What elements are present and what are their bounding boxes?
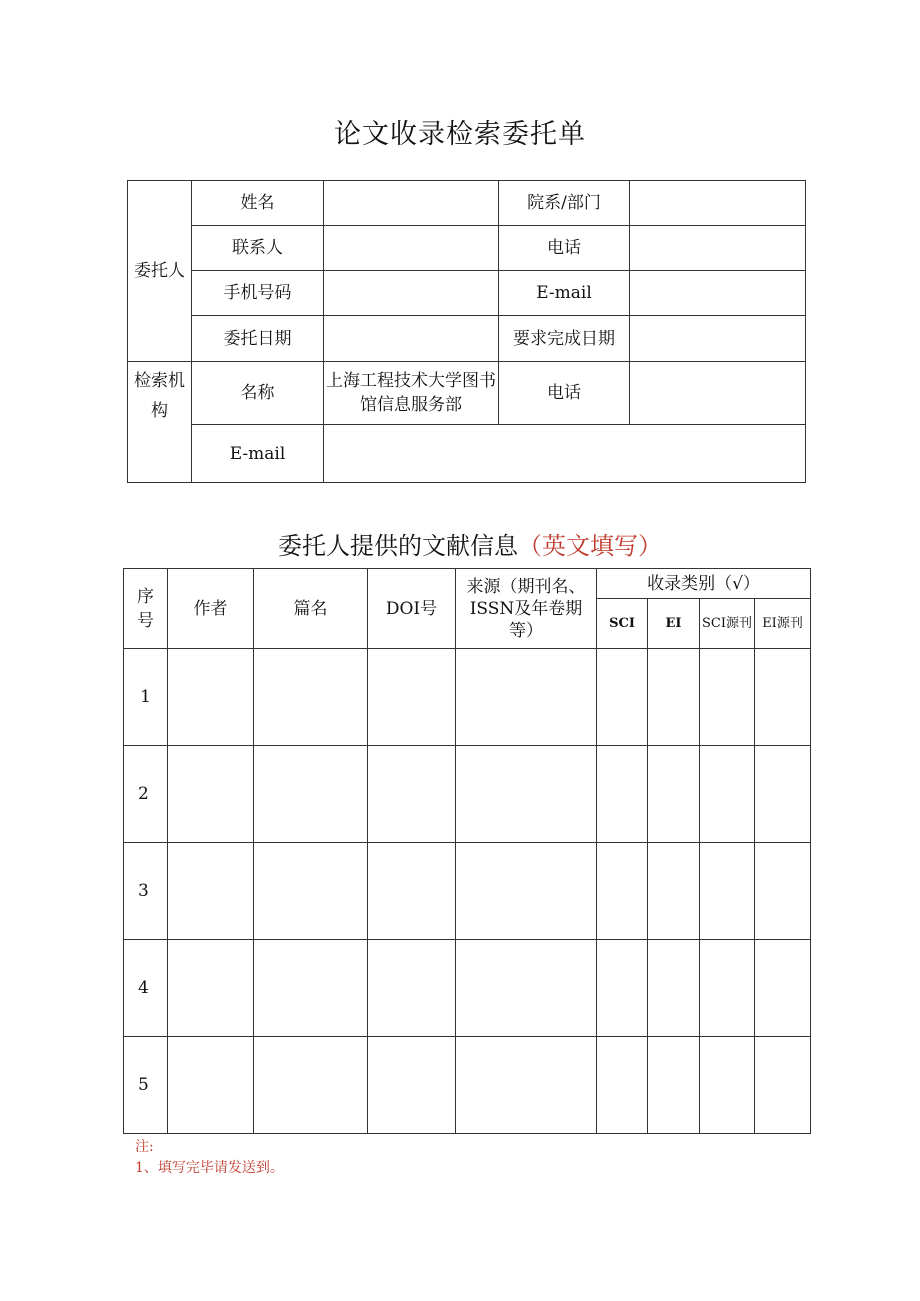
page-title: 论文收录检索委托单	[334, 119, 586, 150]
cell[interactable]	[755, 940, 811, 1037]
header-sci-source: SCI源刊	[700, 599, 755, 649]
contact-label: 联系人	[192, 226, 324, 271]
cell[interactable]	[597, 649, 648, 746]
cell[interactable]	[648, 746, 700, 843]
dept-field[interactable]	[630, 181, 806, 226]
cell[interactable]	[700, 746, 755, 843]
cell[interactable]	[597, 843, 648, 940]
agency-name-label: 名称	[192, 362, 324, 425]
cell[interactable]	[254, 1037, 368, 1134]
header-author: 作者	[168, 569, 254, 649]
cell[interactable]	[456, 746, 597, 843]
table-row	[124, 940, 811, 1037]
cell[interactable]	[700, 1037, 755, 1134]
phone-label: 电话	[499, 226, 630, 271]
cell[interactable]	[755, 843, 811, 940]
table-row	[124, 649, 811, 746]
cell[interactable]	[168, 940, 254, 1037]
literature-heading	[0, 526, 920, 561]
cell[interactable]	[700, 843, 755, 940]
literature-heading-text: 委托人提供的文献信息	[278, 532, 518, 560]
cell[interactable]	[648, 1037, 700, 1134]
cell[interactable]	[168, 649, 254, 746]
cell[interactable]	[368, 649, 456, 746]
cell[interactable]	[597, 746, 648, 843]
cell[interactable]	[168, 1037, 254, 1134]
header-category: 收录类别（√）	[597, 569, 811, 599]
header-sci: SCI	[597, 599, 648, 649]
due-date-label: 要求完成日期	[499, 316, 630, 362]
agency-name-value: 上海工程技术大学图书馆信息服务部	[324, 362, 499, 425]
header-seq: 序号	[124, 569, 168, 649]
table-row	[124, 843, 811, 940]
notes-label: 注:	[135, 1139, 154, 1155]
cell[interactable]	[254, 649, 368, 746]
client-info-table	[127, 180, 806, 483]
cell[interactable]	[648, 843, 700, 940]
phone-field[interactable]	[630, 226, 806, 271]
cell[interactable]	[368, 746, 456, 843]
cell[interactable]	[168, 746, 254, 843]
dept-label: 院系/部门	[499, 181, 630, 226]
cell[interactable]	[254, 843, 368, 940]
cell[interactable]	[648, 940, 700, 1037]
cell[interactable]	[456, 1037, 597, 1134]
client-group-label: 委托人	[128, 181, 192, 362]
cell[interactable]	[700, 649, 755, 746]
cell[interactable]	[254, 940, 368, 1037]
cell[interactable]	[755, 1037, 811, 1134]
agency-group-label: 检索机构	[128, 362, 192, 483]
cell[interactable]	[648, 649, 700, 746]
row-number: 4	[124, 940, 168, 1037]
cell[interactable]	[755, 746, 811, 843]
cell[interactable]	[597, 940, 648, 1037]
cell[interactable]	[456, 649, 597, 746]
cell[interactable]	[456, 940, 597, 1037]
agency-email-label: E-mail	[192, 425, 324, 483]
header-ei-source: EI源刊	[755, 599, 811, 649]
date-label: 委托日期	[192, 316, 324, 362]
row-number: 5	[124, 1037, 168, 1134]
header-article: 篇名	[254, 569, 368, 649]
literature-heading-note: （英文填写）	[518, 532, 662, 560]
cell[interactable]	[456, 843, 597, 940]
row-number: 3	[124, 843, 168, 940]
cell[interactable]	[597, 1037, 648, 1134]
note-item: 1、填写完毕请发送到。	[135, 1160, 284, 1176]
agency-phone-label: 电话	[499, 362, 630, 425]
mobile-label: 手机号码	[192, 271, 324, 316]
name-field[interactable]	[324, 181, 499, 226]
date-field[interactable]	[324, 316, 499, 362]
agency-email-field[interactable]	[324, 425, 806, 483]
header-doi: DOI号	[368, 569, 456, 649]
cell[interactable]	[700, 940, 755, 1037]
table-row	[124, 1037, 811, 1134]
email-field[interactable]	[630, 271, 806, 316]
email-label: E-mail	[499, 271, 630, 316]
cell[interactable]	[368, 843, 456, 940]
cell[interactable]	[368, 940, 456, 1037]
row-number: 2	[124, 746, 168, 843]
header-ei: EI	[648, 599, 700, 649]
contact-field[interactable]	[324, 226, 499, 271]
due-date-field[interactable]	[630, 316, 806, 362]
cell[interactable]	[368, 1037, 456, 1134]
cell[interactable]	[755, 649, 811, 746]
row-number: 1	[124, 649, 168, 746]
cell[interactable]	[254, 746, 368, 843]
name-label: 姓名	[192, 181, 324, 226]
cell[interactable]	[168, 843, 254, 940]
table-row	[124, 746, 811, 843]
literature-table	[123, 568, 811, 1134]
notes	[135, 1137, 284, 1179]
header-source: 来源（期刊名、ISSN及年卷期等）	[456, 569, 597, 649]
agency-phone-field[interactable]	[630, 362, 806, 425]
mobile-field[interactable]	[324, 271, 499, 316]
